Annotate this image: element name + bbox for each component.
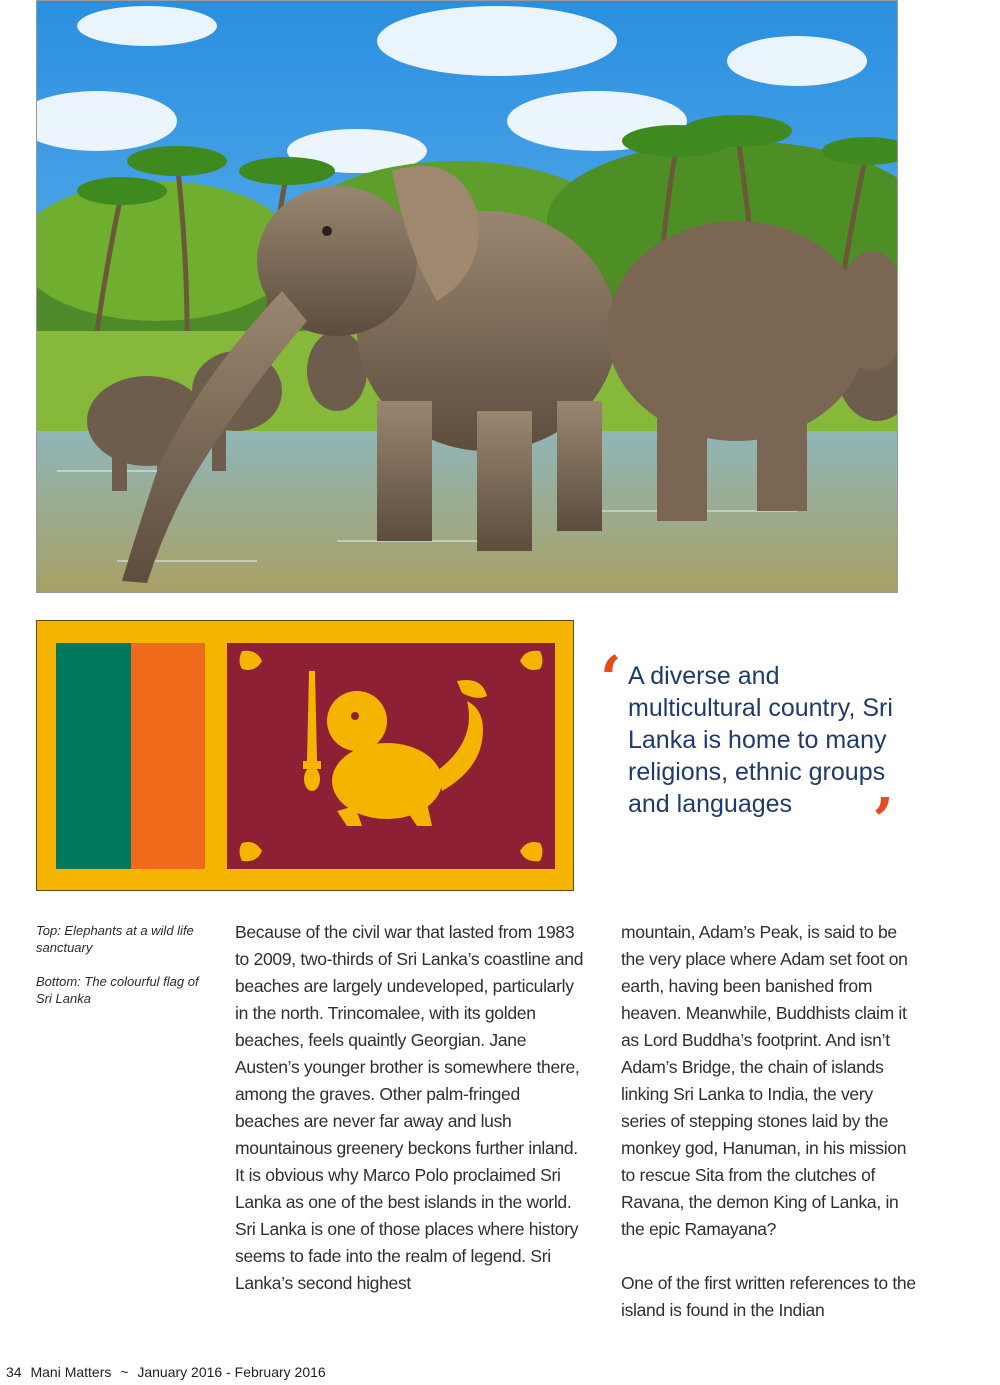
page-footer [6, 1364, 331, 1380]
publication-name: Mani Matters [30, 1364, 112, 1380]
caption-bottom: Bottom: The colourful flag of Sri Lanka [36, 974, 199, 1006]
elephants-illustration [37, 1, 898, 593]
caption-top: Top: Elephants at a wild life sanctuary [36, 923, 194, 955]
body-paragraph: mountain, Adam’s Peak, is said to be the very place where Adam set foot on earth, having been banished from heaven. Meanwhile, Buddhists claim it as Lord Buddha’s footprint. And isn’t Adam’s Bridge, the chain of islands linking Sri Lanka to India, the very series of stepping stones laid by the monkey god, Hanuman, in his mission to rescue Sita from the clutches of Ravana, the demon King of Lanka, in the epic Ramayana? [621, 922, 908, 1239]
issue-date: January 2016 - February 2016 [137, 1364, 326, 1380]
pull-quote [600, 642, 930, 857]
flag-green-stripe [56, 643, 131, 869]
elephants-photo [36, 0, 898, 593]
pull-quote-text: A diverse and multicultural country, Sri Lanka is home to many religions, ethnic groups and languages [628, 662, 893, 818]
footer-separator: ~ [120, 1364, 129, 1380]
flag-orange-stripe [131, 643, 205, 869]
body-paragraph: Because of the civil war that lasted from 1983 to 2009, two-thirds of Sri Lanka’s coastline and beaches are largely undeveloped, particularly in the north. Trincomalee, with its golden beaches, feels quaintly Georgian. Jane Austen’s younger brother is somewhere there, among the graves. Other palm-fringed beaches are never far away and lush mountainous greenery beckons further inland. It is obvious why Marco Polo proclaimed Sri Lanka as one of the best islands in the world. Sri Lanka is one of those places where history seems to fade into the realm of legend. Sri Lanka’s second highest [235, 922, 584, 1293]
photo-captions [36, 922, 201, 1024]
open-quote-mark: ‘ [600, 642, 622, 715]
body-paragraph: One of the first written references to the island is found in the Indian [621, 1273, 916, 1320]
body-column-1 [235, 919, 585, 1324]
page-number: 34 [6, 1364, 22, 1380]
body-column-2 [621, 919, 921, 1351]
close-quote-mark: ’ [872, 784, 894, 857]
sri-lanka-flag [36, 620, 574, 891]
flag-illustration [37, 621, 573, 890]
